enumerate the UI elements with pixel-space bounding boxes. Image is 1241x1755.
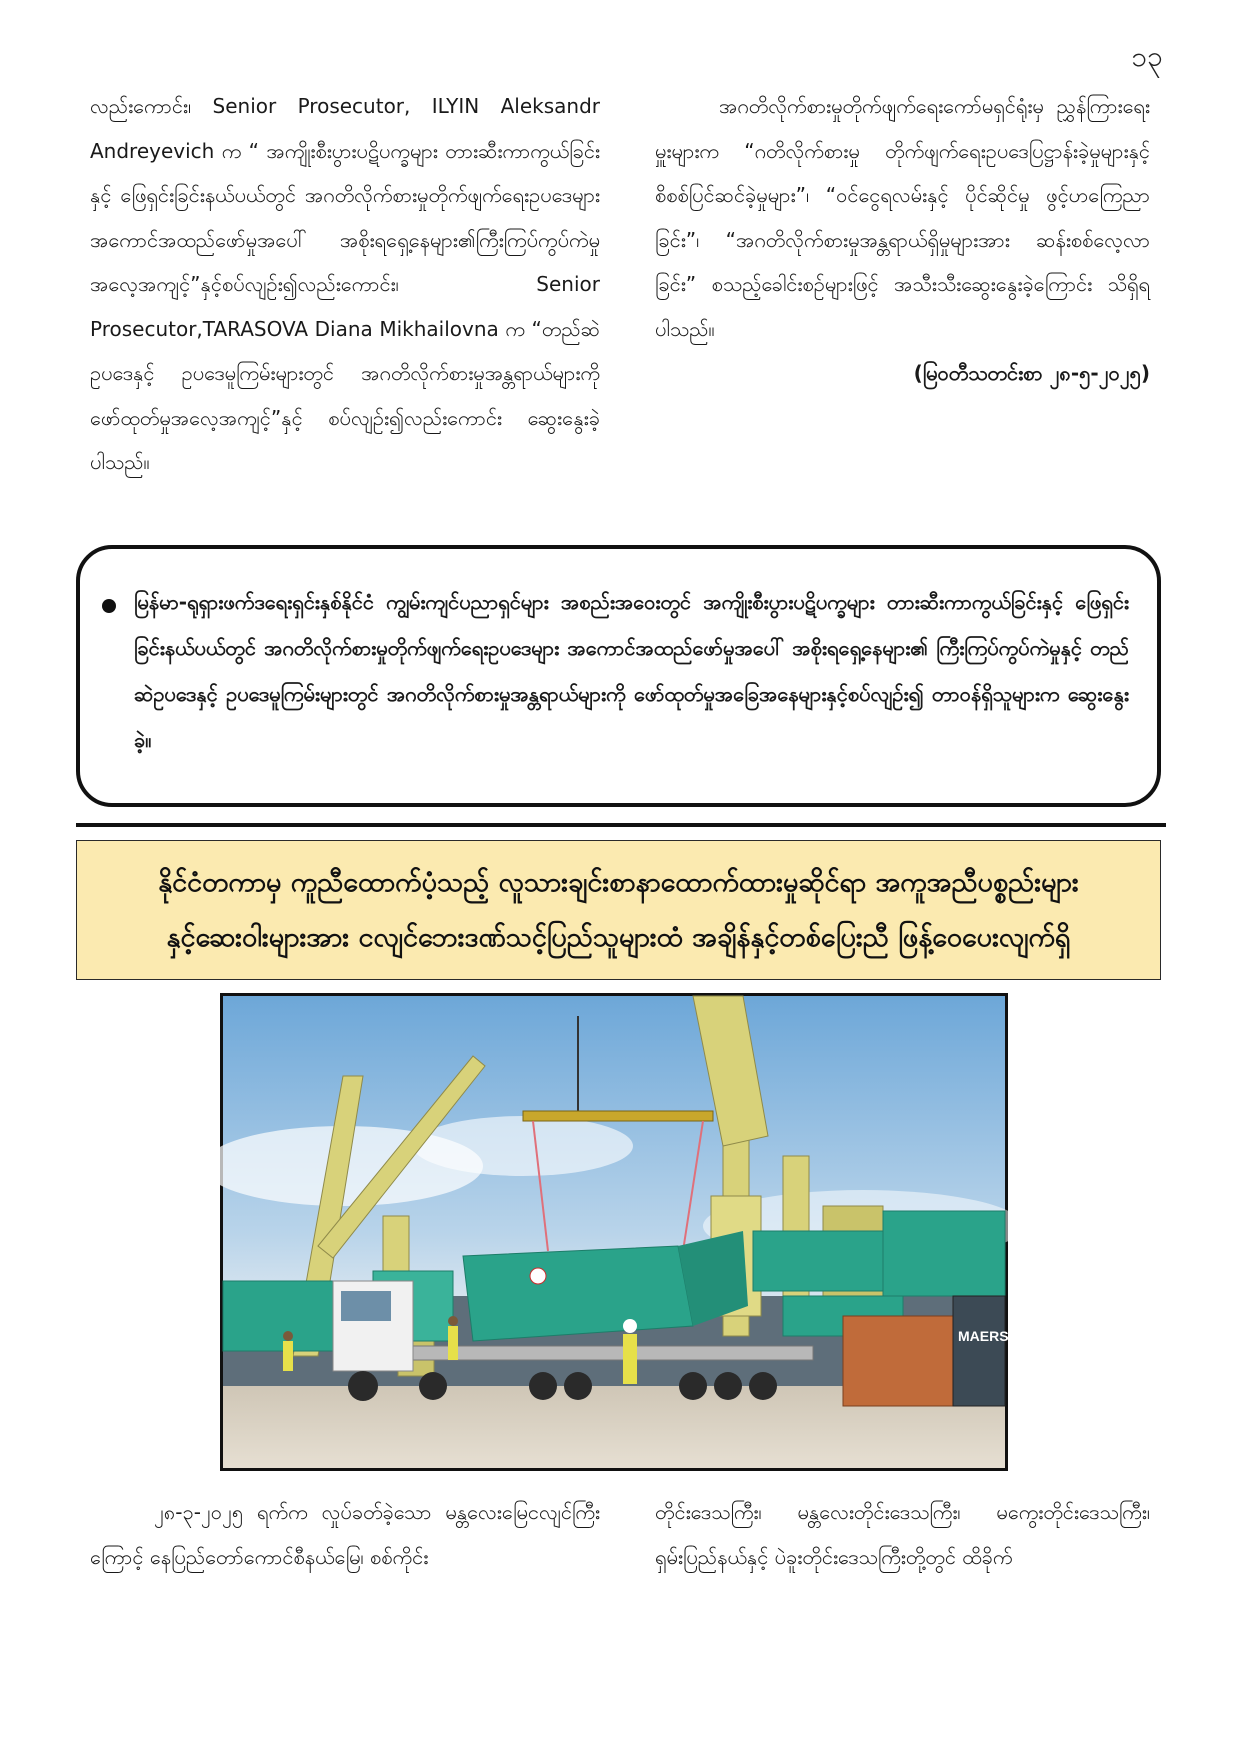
left-column <box>90 84 600 485</box>
news-source: (မြဝတီသတင်းစာ ၂၈-၅-၂၀၂၅) <box>913 361 1150 385</box>
bullet-icon <box>102 599 116 613</box>
headline <box>140 855 1097 965</box>
headline-line-2: နှင့်ဆေးဝါးများအား ငလျင်ဘေးဒဏ်သင့်ပြည်သူများထံ အချိန်နှင့်တစ်ပြေးညီ ဖြန့်ဝေပေးလျက်ရှိ <box>166 922 1071 953</box>
right-column <box>655 84 1150 396</box>
left-column-text: လည်းကောင်း၊ Senior Prosecutor, ILYIN Aleksandr Andreyevich က “ အကျိုးစီးပွားပဋိပက္ခများ တားဆီးကာကွယ်ခြင်းနှင့် ဖြေရှင်းခြင်းနယ်ပယ်တွင် အဂတိလိုက်စားမှုတိုက်ဖျက်ရေးဥပဒေများ အကောင်အထည်ဖော်မှုအပေါ် အစိုးရရှေ့နေများ၏ကြီးကြပ်ကွပ်ကဲမှုအလေ့အကျင့်”နှင့်စပ်လျဉ်း၍လည်းကောင်း၊ Senior Prosecutor,TARASOVA Diana Mikhailovna က “တည်ဆဲဥပဒေနှင့် ဥပဒေမူကြမ်းများတွင် အဂတိလိုက်စားမှုအန္တရာယ်များကို ဖော်ထုတ်မှုအလေ့အကျင့်”နှင့် စပ်လျဉ်း၍လည်းကောင်း ဆွေးနွေးခဲ့ပါသည်။ <box>90 94 600 474</box>
right-column-text: အဂတိလိုက်စားမှုတိုက်ဖျက်ရေးကော်မရှင်ရုံးမှ ညွှန်ကြားရေးမှူးများက “ဂတိလိုက်စားမှု တိုက်ဖျက်ရေးဥပဒေပြဋ္ဌာန်းခဲ့မှုများနှင့် စိစစ်ပြင်ဆင်ခဲ့မှုများ”၊ “ဝင်ငွေရလမ်းနှင့် ပိုင်ဆိုင်မှု ဖွင့်ဟကြေညာခြင်း”၊ “အဂတိလိုက်စားမှုအန္တရာယ်ရှိမှုများအား ဆန်းစစ်လေ့လာခြင်း” စသည့်ခေါင်းစဉ်များဖြင့် အသီးသီးဆွေးနွေးခဲ့ကြောင်း သိရှိရပါသည်။ <box>655 94 1150 341</box>
headline-line-1: နိုင်ငံတကာမှ ကူညီထောက်ပံ့သည့် လူသားချင်းစာနာထောက်ထားမှုဆိုင်ရာ အကူအညီပစ္စည်းများ <box>158 867 1079 898</box>
caption-right-text: တိုင်းဒေသကြီး၊ မန္တလေးတိုင်းဒေသကြီး၊ မကွေးတိုင်းဒေသကြီး၊ ရှမ်းပြည်နယ်နှင့် ပဲခူးတိုင်းဒေသကြီးတို့တွင် ထိခိုက် <box>655 1500 1150 1569</box>
headline-box <box>76 840 1161 980</box>
summary-callout-text: မြန်မာ-ရုရှားဖက်ဒရေးရှင်းနှစ်နိုင်ငံ ကျွမ်းကျင်ပညာရှင်များ အစည်းအဝေးတွင် အကျိုးစီးပွားပဋိပက္ခများ တားဆီးကာကွယ်ခြင်းနှင့် ဖြေရှင်းခြင်းနယ်ပယ်တွင် အဂတိလိုက်စားမှုတိုက်ဖျက်ရေးဥပဒေများ အကောင်အထည်ဖော်မှုအပေါ် အစိုးရရှေ့နေများ၏ ကြီးကြပ်ကွပ်ကဲမှုနှင့် တည်ဆဲဥပဒေနှင့် ဥပဒေမူကြမ်းများတွင် အဂတိလိုက်စားမှုအန္တရာယ်များကို ဖော်ထုတ်မှုအခြေအနေများနှင့်စပ်လျဉ်း၍ တာဝန်ရှိသူများက ဆွေးနွေးခဲ့။ <box>134 590 1129 752</box>
container-label: MAERSK <box>958 1328 1019 1344</box>
caption-right-column <box>655 1490 1150 1579</box>
news-photo <box>220 993 1019 1471</box>
caption-left-column <box>90 1490 600 1579</box>
section-divider <box>76 823 1166 827</box>
port-cargo-photo-illustration <box>223 996 1019 1468</box>
summary-callout-box <box>76 545 1161 807</box>
page-number: ၁၃ <box>1131 40 1163 73</box>
caption-left-text: ၂၈-၃-၂၀၂၅ ရက်က လှုပ်ခတ်ခဲ့သော မန္တလေးမြေငလျင်ကြီးကြောင့် နေပြည်တော်ကောင်စီနယ်မြေ၊ စစ်ကိုင်း <box>90 1500 600 1569</box>
